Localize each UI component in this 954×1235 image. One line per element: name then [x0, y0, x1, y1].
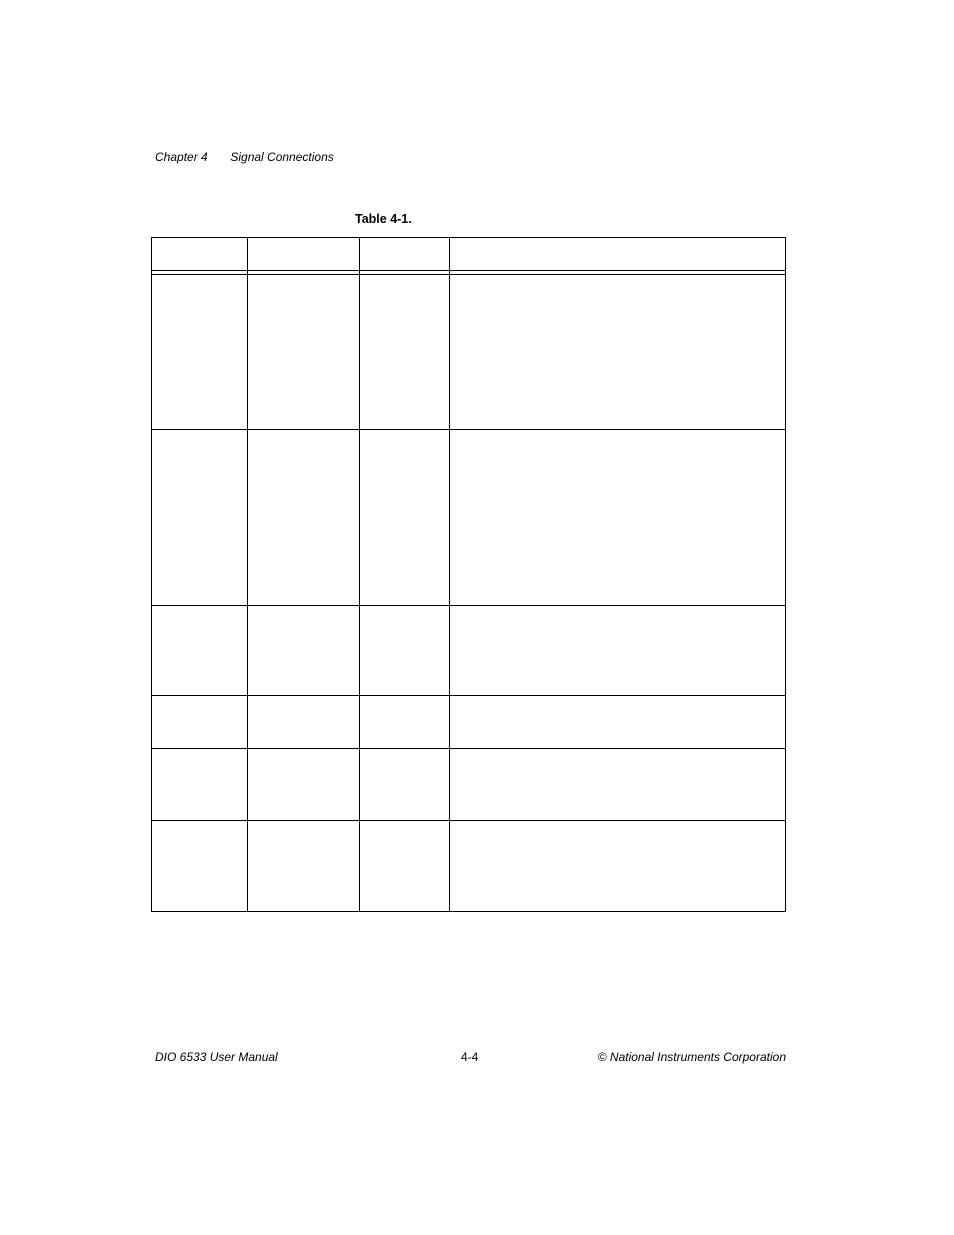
signal-table — [151, 237, 786, 912]
row-divider — [151, 748, 786, 749]
column-divider — [449, 237, 450, 912]
footer-copyright: © National Instruments Corporation — [597, 1050, 786, 1064]
footer-page-number: 4-4 — [461, 1050, 479, 1064]
header-rule — [151, 274, 786, 275]
table-caption: Table 4-1. — [355, 212, 412, 226]
header-rule — [151, 270, 786, 271]
row-divider — [151, 429, 786, 430]
footer-manual-title: DIO 6533 User Manual — [155, 1050, 278, 1064]
chapter-label: Chapter 4 — [155, 150, 208, 164]
column-divider — [359, 237, 360, 912]
row-divider — [151, 820, 786, 821]
row-divider — [151, 695, 786, 696]
column-divider — [247, 237, 248, 912]
section-title: Signal Connections — [230, 150, 334, 164]
running-header — [155, 150, 334, 164]
row-divider — [151, 605, 786, 606]
